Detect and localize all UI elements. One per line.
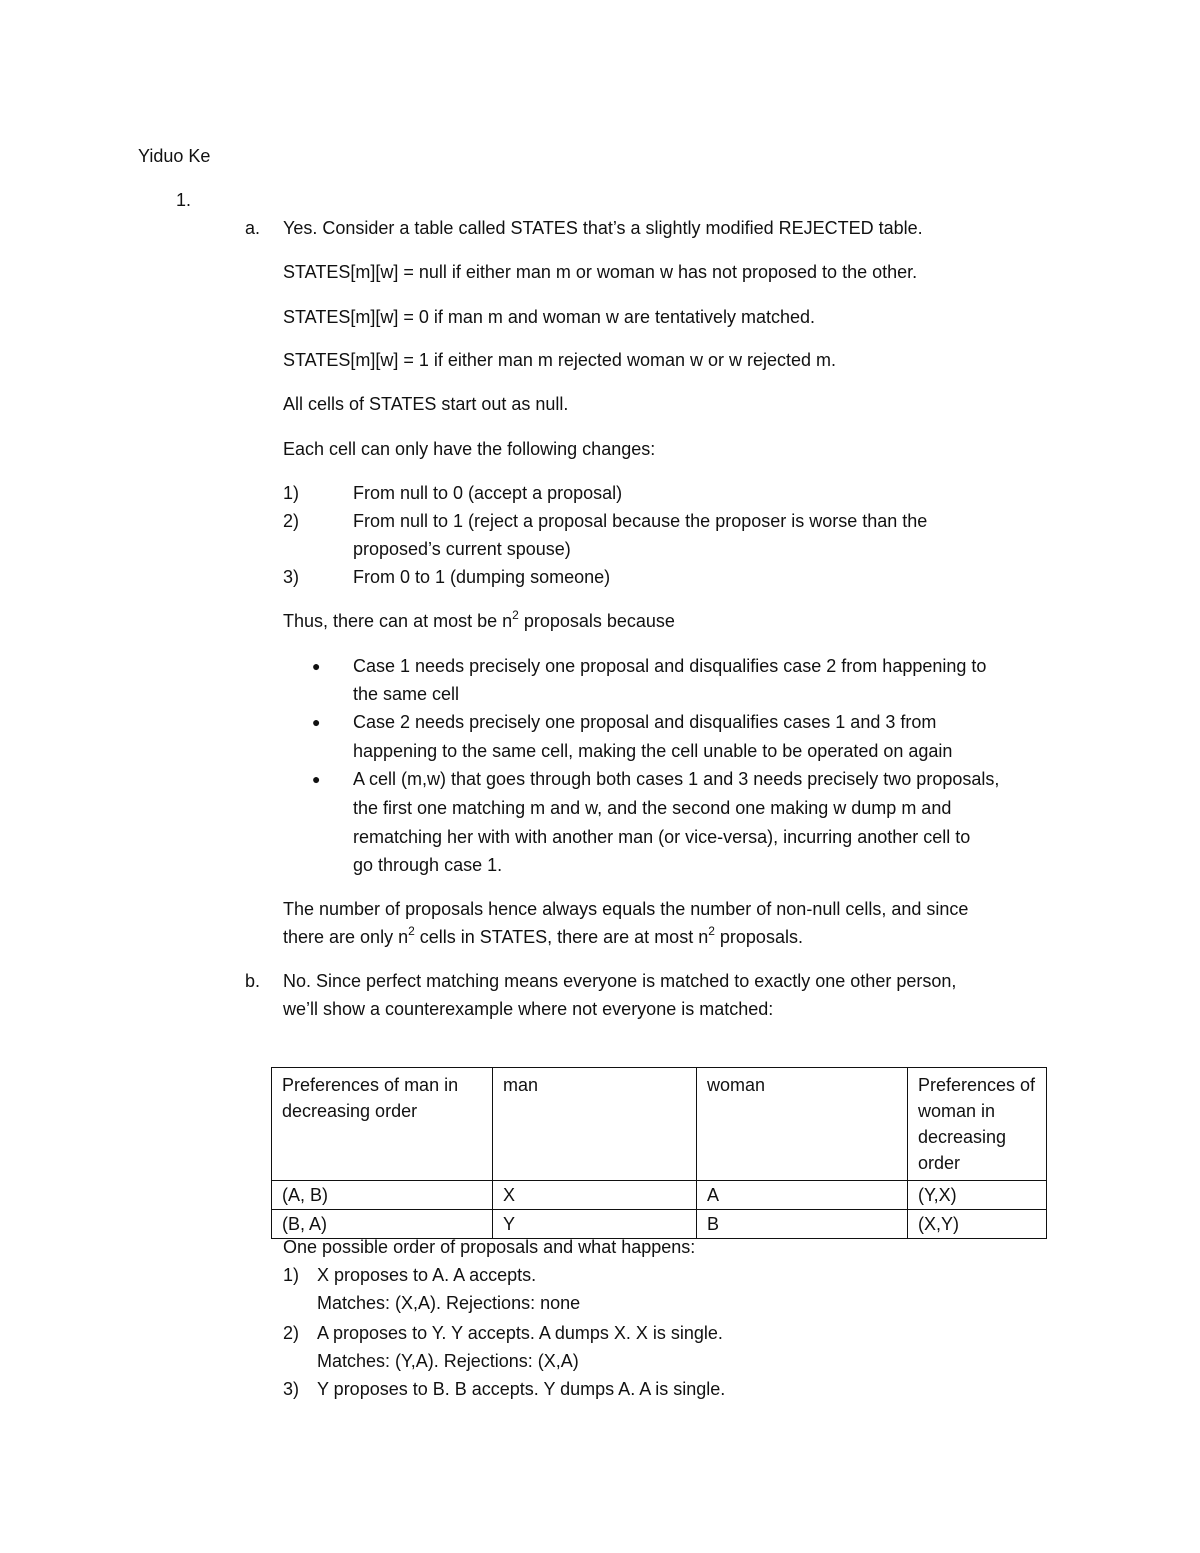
change-number: 3) <box>283 567 300 587</box>
table-row <box>272 1181 1047 1210</box>
conclusion-text: proposals. <box>714 927 803 947</box>
part-b-line-2: we’ll show a counterexample where not everyone is matched: <box>283 999 774 1019</box>
preferences-table <box>271 1067 1047 1239</box>
bullet-text: A cell (m,w) that goes through both cases 1 and 3 needs precisely two proposals, <box>353 769 1000 789</box>
exponent: 2 <box>408 924 415 938</box>
table-cell: (Y,X) <box>908 1181 1047 1210</box>
def-one: STATES[m][w] = 1 if either man m rejected woman w or w rejected m. <box>283 350 837 370</box>
step-text: Matches: (X,A). Rejections: none <box>317 1293 581 1313</box>
change-text: From 0 to 1 (dumping someone) <box>353 567 611 587</box>
changes-intro: Each cell can only have the following changes: <box>283 439 656 459</box>
conclusion-text: there are only n <box>283 927 409 947</box>
part-a-label: a. <box>245 218 261 238</box>
change-number: 2) <box>283 511 300 531</box>
step-text: X proposes to A. A accepts. <box>317 1265 537 1285</box>
author-name: Yiduo Ke <box>138 146 211 166</box>
header-cell: woman <box>697 1068 908 1181</box>
thus-statement <box>283 607 675 635</box>
step-text: A proposes to Y. Y accepts. A dumps X. X is single. <box>317 1323 723 1343</box>
change-number: 1) <box>283 483 300 503</box>
bullet-icon: ● <box>312 658 321 674</box>
init-text: All cells of STATES start out as null. <box>283 394 569 414</box>
part-a-intro: Yes. Consider a table called STATES that’s a slightly modified REJECTED table. <box>283 218 923 238</box>
def-null: STATES[m][w] = null if either man m or woman w has not proposed to the other. <box>283 262 918 282</box>
table-cell: (A, B) <box>272 1181 493 1210</box>
conclusion-text: cells in STATES, there are at most n <box>414 927 709 947</box>
table-cell: B <box>697 1210 908 1239</box>
bullet-icon: ● <box>312 714 321 730</box>
bullet-text: Case 2 needs precisely one proposal and disqualifies cases 1 and 3 from <box>353 712 937 732</box>
step-number: 3) <box>283 1379 300 1399</box>
part-b-line-1: No. Since perfect matching means everyone is matched to exactly one other person, <box>283 971 957 991</box>
header-cell: man <box>493 1068 697 1181</box>
bullet-text: Case 1 needs precisely one proposal and disqualifies case 2 from happening to <box>353 656 987 676</box>
header-cell: Preferences of man in decreasing order <box>272 1068 493 1181</box>
bullet-text: rematching her with with another man (or vice-versa), incurring another cell to <box>353 827 971 847</box>
thus-post: proposals because <box>518 611 675 631</box>
step-text: Matches: (Y,A). Rejections: (X,A) <box>317 1351 579 1371</box>
table-cell: Y <box>493 1210 697 1239</box>
header-cell: Preferences of woman in decreasing order <box>908 1068 1047 1181</box>
conclusion-line-2 <box>283 923 803 951</box>
step-number: 1) <box>283 1265 300 1285</box>
table-cell: X <box>493 1181 697 1210</box>
exponent: 2 <box>708 924 715 938</box>
step-number: 2) <box>283 1323 300 1343</box>
step-text: Y proposes to B. B accepts. Y dumps A. A is single. <box>317 1379 726 1399</box>
thus-pre: Thus, there can at most be n <box>283 611 513 631</box>
exponent: 2 <box>512 608 519 622</box>
table-cell: (B, A) <box>272 1210 493 1239</box>
bullet-text: the first one matching m and w, and the second one making w dump m and <box>353 798 952 818</box>
part-b-label: b. <box>245 971 261 991</box>
conclusion-line-1: The number of proposals hence always equals the number of non-null cells, and since <box>283 899 969 919</box>
table-cell: A <box>697 1181 908 1210</box>
bullet-icon: ● <box>312 771 321 787</box>
order-intro: One possible order of proposals and what happens: <box>283 1237 696 1257</box>
question-number: 1. <box>176 190 192 210</box>
table-cell: (X,Y) <box>908 1210 1047 1239</box>
bullet-text: the same cell <box>353 684 460 704</box>
change-text: From null to 0 (accept a proposal) <box>353 483 623 503</box>
bullet-text: happening to the same cell, making the cell unable to be operated on again <box>353 741 953 761</box>
table-header-row <box>272 1068 1047 1181</box>
def-zero: STATES[m][w] = 0 if man m and woman w are tentatively matched. <box>283 307 816 327</box>
change-text: From null to 1 (reject a proposal because the proposer is worse than the <box>353 511 928 531</box>
change-text: proposed’s current spouse) <box>353 539 571 559</box>
bullet-text: go through case 1. <box>353 855 503 875</box>
